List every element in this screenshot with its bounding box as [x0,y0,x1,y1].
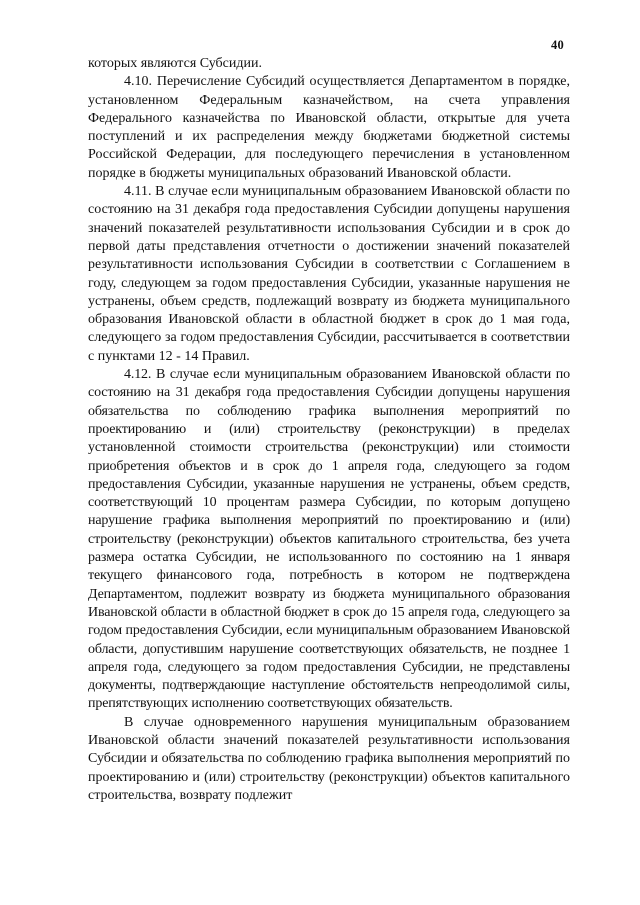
document-body [88,55,570,805]
paragraph-4-10: 4.10. Перечисление Субсидий осуществляется Департаментом в порядке, установленном Федеральным казначейством, на счета управления Федерального казначейства по Ивановской области, открытые для учета поступлений и их распределения между бюджетами бюджетной системы Российской Федерации, для последующего перечисления в установленном порядке в бюджеты муниципальных образований Ивановской области. [88,74,570,181]
paragraph-4-11: 4.11. В случае если муниципальным образованием Ивановской области по состоянию на 31 декабря года предоставления Субсидии допущены нарушения значений показателей результативности использования Субсидии и в срок до первой даты представления отчетности о достижении значений показателей результативности использования Субсидии в соответствии с Соглашением в году, следующем за годом предоставления Субсидии, указанные нарушения не устранены, объем средств, подлежащий возврату из бюджета муниципального образования Ивановской области в областной бюджет в срок до 1 мая года, следующего за годом предоставления Субсидии, рассчитывается в соответствии с пунктами 12 - 14 Правил. [88,184,570,364]
page-number: 40 [551,38,565,52]
paragraph-simultaneous-violation: В случае одновременного нарушения муниципальным образованием Ивановской области значений показателей результативности использования Субсидии и обязательства по соблюдению графика выполнения мероприятий по проектированию и (или) строительству (реконструкции) объектов капитального строительства, возврату подлежит [88,714,570,803]
paragraph-continuation: которых являются Субсидии. [88,56,262,71]
paragraph-4-12: 4.12. В случае если муниципальным образованием Ивановской области по состоянию на 31 декабря года предоставления Субсидии допущены нарушения обязательства по соблюдению графика выполнения мероприятий по проектированию и (или) строительству (реконструкции) в пределах установленной стоимости строительства (реконструкции) или стоимости приобретения объектов и в срок до 1 апреля года, следующего за годом предоставления Субсидии, указанные нарушения не устранены, объем средств, соответствующий 10 процентам размера Субсидии, по которым допущено нарушение графика выполнения мероприятий по проектированию и (или) строительству (реконструкции) объектов капитального строительства, без учета размера остатка Субсидии, не использованного по состоянию на 1 января текущего финансового года, потребность в котором не подтверждена Департаментом, подлежит возврату из бюджета муниципального образования Ивановской области в областной бюджет в срок до 15 апреля года, следующего за годом предоставления Субсидии, если муниципальным образованием Ивановской области, допустившим нарушение соответствующих обязательств, не позднее 1 апреля года, следующего за годом предоставления Субсидии, не представлены документы, подтверждающие наступление обстоятельств непреодолимой силы, препятствующих исполнению соответствующих обязательств. [88,367,570,712]
